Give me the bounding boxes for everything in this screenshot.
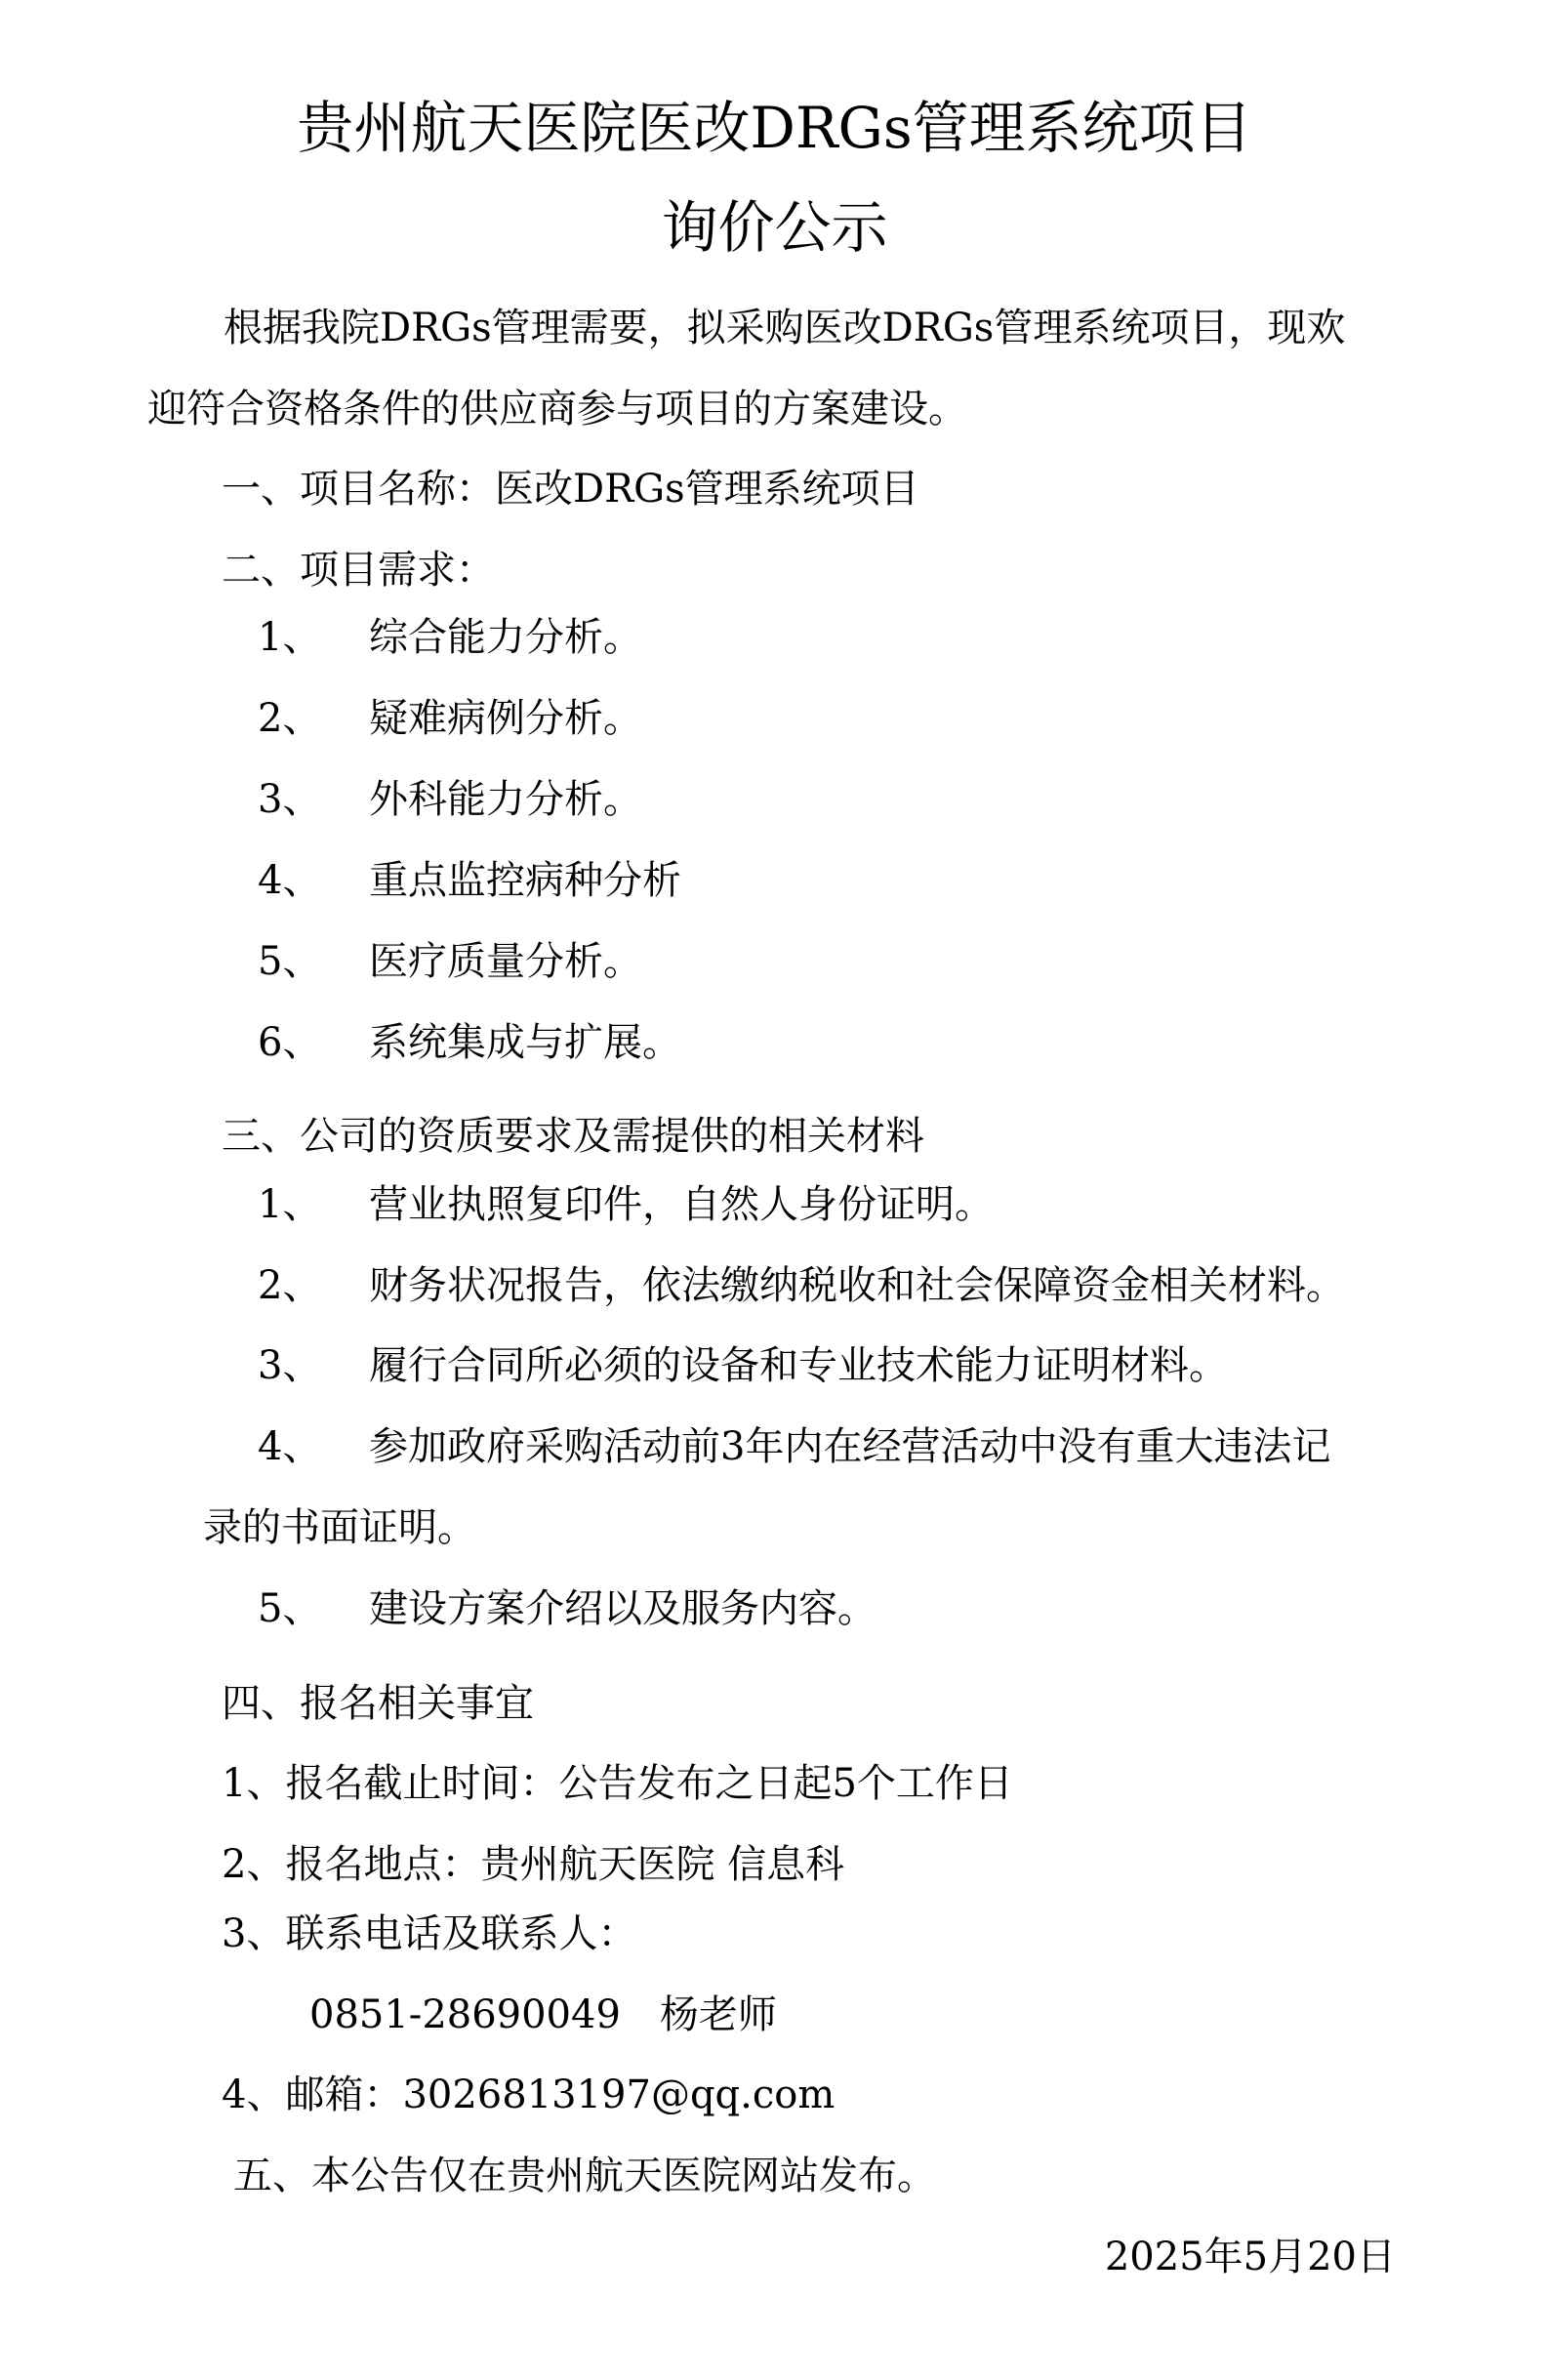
document-subtitle: 询价公示 — [661, 194, 888, 261]
intro-paragraph-line-2: 迎符合资格条件的供应商参与项目的方案建设。 — [147, 387, 967, 431]
requirement-number: 2、 — [258, 696, 322, 741]
qualification-text: 参加政府采购活动前3年内在经营活动中没有重大违法记 — [369, 1424, 1331, 1469]
requirement-number: 3、 — [258, 777, 322, 822]
qualification-number: 1、 — [258, 1182, 322, 1227]
qualification-number: 2、 — [258, 1263, 322, 1308]
section-project-name: 一、项目名称：医改DRGs管理系统项目 — [222, 467, 919, 512]
qualification-text: 财务状况报告，依法缴纳税收和社会保障资金相关材料。 — [369, 1263, 1345, 1308]
requirement-text: 疑难病例分析。 — [369, 696, 642, 741]
requirement-item — [258, 693, 642, 744]
requirement-number: 1、 — [258, 615, 322, 660]
qualification-item — [258, 1583, 876, 1634]
qualification-item — [258, 1179, 994, 1230]
qualification-number: 4、 — [258, 1424, 322, 1469]
requirement-item — [258, 612, 642, 663]
requirement-text: 重点监控病种分析 — [369, 858, 681, 903]
requirement-text: 医疗质量分析。 — [369, 939, 642, 984]
requirement-number: 5、 — [258, 939, 322, 984]
qualification-number: 3、 — [258, 1343, 322, 1388]
qualification-item — [258, 1340, 1228, 1391]
qualification-number: 5、 — [258, 1586, 322, 1631]
document-date: 2025年5月20日 — [1104, 2235, 1396, 2279]
requirement-number: 6、 — [258, 1020, 322, 1065]
qualification-item — [258, 1421, 1330, 1472]
intro-paragraph-line-1: 根据我院DRGs管理需要，拟采购医改DRGs管理系统项目，现欢 — [224, 306, 1346, 350]
registration-contact-label: 3、联系电话及联系人： — [222, 1911, 637, 1956]
qualification-text: 营业执照复印件，自然人身份证明。 — [369, 1182, 994, 1227]
requirement-number: 4、 — [258, 858, 322, 903]
requirement-text: 综合能力分析。 — [369, 615, 642, 660]
qualification-continuation: 录的书面证明。 — [203, 1505, 476, 1550]
requirement-text: 外科能力分析。 — [369, 777, 642, 822]
section-registration-heading: 四、报名相关事宜 — [222, 1681, 534, 1726]
registration-location: 2、报名地点：贵州航天医院 信息科 — [222, 1842, 845, 1887]
registration-email: 4、邮箱：3026813197@qq.com — [222, 2072, 836, 2117]
document-title: 贵州航天医院医改DRGs管理系统项目 — [297, 95, 1252, 161]
requirement-item — [258, 1017, 681, 1068]
registration-contact-value: 0851-28690049 杨老师 — [309, 1992, 777, 2037]
requirement-item — [258, 855, 681, 906]
qualification-item — [258, 1260, 1345, 1311]
section-publication-note: 五、本公告仅在贵州航天医院网站发布。 — [233, 2154, 936, 2198]
requirement-text: 系统集成与扩展。 — [369, 1020, 681, 1065]
section-requirements-heading: 二、项目需求： — [222, 548, 495, 593]
qualification-text: 建设方案介绍以及服务内容。 — [369, 1586, 876, 1631]
requirement-item — [258, 936, 642, 987]
section-qualifications-heading: 三、公司的资质要求及需提供的相关材料 — [222, 1114, 924, 1159]
qualification-text: 履行合同所必须的设备和专业技术能力证明材料。 — [369, 1343, 1228, 1388]
registration-deadline: 1、报名截止时间：公告发布之日起5个工作日 — [222, 1761, 1013, 1806]
requirement-item — [258, 774, 642, 825]
